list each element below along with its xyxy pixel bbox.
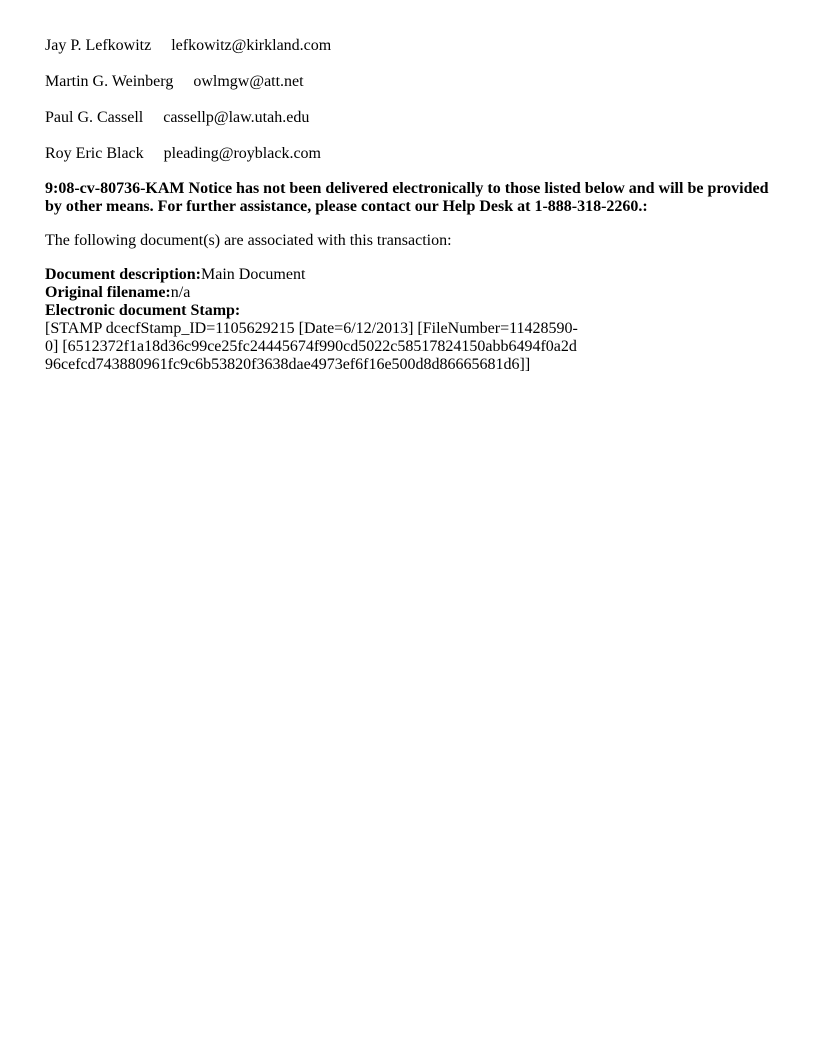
document-description-value: Main Document [200,266,306,283]
recipient-email: owlmgw@att.net [193,73,304,90]
document-info [45,266,775,374]
document-description-row [45,266,775,284]
stamp-line: 96cefcd743880961fc9c6b53820f3638dae4973ef6f16e500d8d86665681d6]] [45,356,531,373]
recipient-name: Roy Eric Black [45,145,144,162]
recipient-email: pleading@royblack.com [163,145,321,162]
recipient-name: Paul G. Cassell [45,109,144,126]
recipient-email: lefkowitz@kirkland.com [171,37,332,54]
stamp-line: [STAMP dcecfStamp_ID=1105629215 [Date=6/12/2013] [FileNumber=11428590- [45,320,578,337]
recipient-name: Martin G. Weinberg [45,73,174,90]
recipient-row [45,72,775,108]
recipient-row [45,144,775,180]
recipient-row [45,36,775,72]
document-stamp-row [45,302,775,320]
document-stamp-value [45,320,585,374]
notice-page [45,36,775,374]
document-stamp-label: Electronic document Stamp: [45,302,241,319]
recipient-row [45,108,775,144]
stamp-line: 0] [6512372f1a18d36c99ce25fc24445674f990cd5022c58517824150abb6494f0a2d [45,338,577,355]
original-filename-row [45,284,775,302]
document-description-label: Document description: [45,266,201,283]
recipient-email: cassellp@law.utah.edu [163,109,310,126]
original-filename-value: n/a [170,284,191,301]
associated-documents-text: The following document(s) are associated with this transaction: [45,232,452,249]
original-filename-label: Original filename: [45,284,171,301]
recipient-name: Jay P. Lefkowitz [45,37,152,54]
delivery-notice: 9:08-cv-80736-KAM Notice has not been delivered electronically to those listed below and will be provided by other means. For further assistance, please contact our Help Desk at 1-888-318-2260.: [45,180,769,215]
